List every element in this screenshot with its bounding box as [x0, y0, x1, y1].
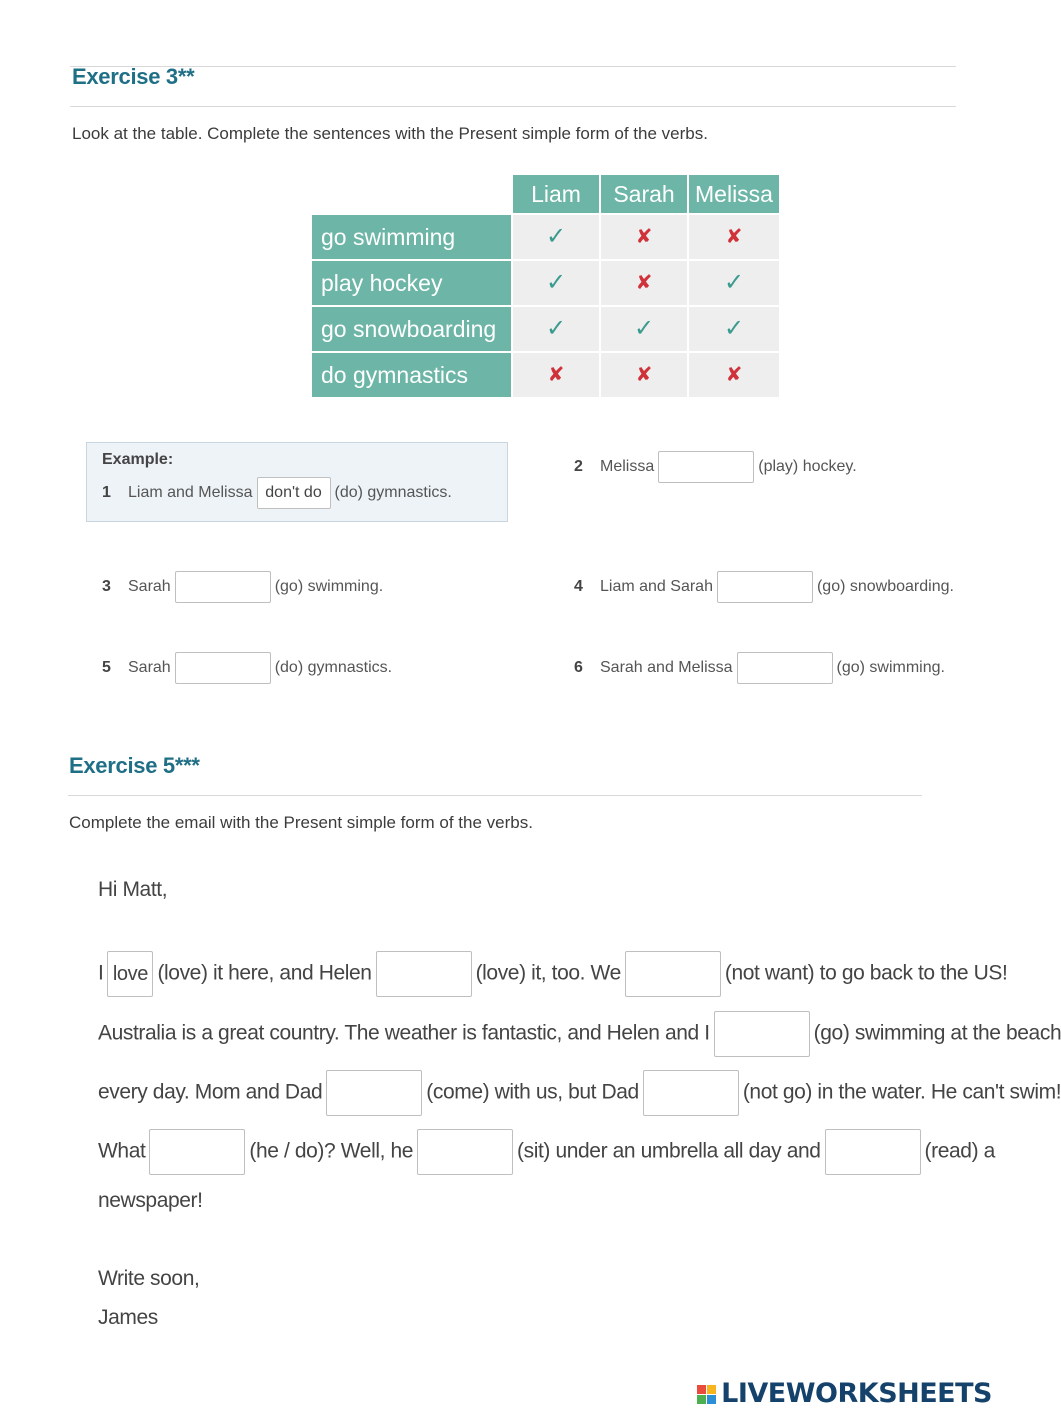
question-text: Liam and Sarah	[600, 578, 713, 596]
question-verb: (do) gymnastics.	[334, 484, 452, 502]
logo-icon	[697, 1385, 719, 1405]
email-text: (read) a	[924, 1139, 995, 1163]
question-text: Liam and Melissa	[128, 484, 253, 502]
exercise5-instruction: Complete the email with the Present simple form of the verbs.	[69, 813, 533, 832]
question-text: Sarah	[128, 578, 171, 596]
row-label: go swimming	[312, 213, 511, 259]
email-answer-box[interactable]	[825, 1129, 921, 1175]
email-text: (come) with us, but Dad	[426, 1080, 639, 1104]
header-sarah: Sarah	[599, 175, 687, 213]
email-text: (love) it, too. We	[475, 961, 621, 985]
top-divider	[70, 66, 956, 67]
row-label: go snowboarding	[312, 305, 511, 351]
email-answer-box[interactable]	[625, 951, 721, 997]
email-line	[98, 1070, 1061, 1116]
question-5	[102, 652, 392, 684]
example-label: Example:	[102, 451, 174, 468]
liveworksheets-logo	[697, 1378, 992, 1409]
question-2	[574, 451, 857, 483]
question-verb: (play) hockey.	[758, 458, 857, 476]
question-number: 2	[574, 458, 583, 476]
row-label: play hockey	[312, 259, 511, 305]
exercise5-title: Exercise 5***	[69, 753, 200, 778]
tick-icon: ✓	[511, 213, 599, 259]
email-line: newspaper!	[98, 1189, 203, 1212]
email-answer-box[interactable]: love	[107, 951, 153, 997]
email-text: (not want) to go back to the US!	[724, 961, 1008, 985]
email-answer-box[interactable]	[714, 1011, 810, 1057]
question-number: 1	[102, 484, 111, 502]
cross-icon: ✘	[599, 259, 687, 305]
header-liam: Liam	[511, 175, 599, 213]
email-line	[98, 951, 1007, 997]
question-number: 4	[574, 578, 583, 596]
email-answer-box[interactable]	[326, 1070, 422, 1116]
exercise5-divider	[68, 795, 922, 796]
email-text: I	[98, 961, 104, 985]
question-number: 6	[574, 659, 583, 677]
cross-icon: ✘	[599, 351, 687, 397]
tick-icon: ✓	[511, 259, 599, 305]
question-verb: (go) swimming.	[274, 578, 384, 596]
question-number: 3	[102, 578, 111, 596]
answer-box[interactable]	[175, 571, 271, 603]
email-text: Australia is a great country. The weather is fantastic, and Helen and I	[98, 1021, 710, 1045]
question-text: Sarah and Melissa	[600, 659, 733, 677]
question-text: Melissa	[600, 458, 655, 476]
question-3	[102, 571, 383, 603]
tick-icon: ✓	[687, 305, 779, 351]
answer-box[interactable]	[658, 451, 754, 483]
question-verb: (go) swimming.	[836, 659, 945, 677]
logo-text: LIVEWORKSHEETS	[721, 1378, 992, 1409]
question-text: Sarah	[128, 659, 171, 677]
tick-icon: ✓	[599, 305, 687, 351]
question-1	[102, 477, 452, 509]
email-text: (sit) under an umbrella all day and	[517, 1139, 821, 1163]
email-signoff: Write soon,	[98, 1267, 200, 1290]
cross-icon: ✘	[687, 213, 779, 259]
tick-icon: ✓	[511, 305, 599, 351]
question-verb: (do) gymnastics.	[274, 659, 393, 677]
email-text: (not go) in the water. He can't swim!	[742, 1080, 1061, 1104]
email-greeting: Hi Matt,	[98, 878, 168, 901]
email-text: (love) it here, and Helen	[157, 961, 372, 985]
email-text: every day. Mom and Dad	[98, 1080, 323, 1104]
title-divider	[70, 106, 956, 107]
email-text: (he / do)? Well, he	[249, 1139, 414, 1163]
tick-icon: ✓	[687, 259, 779, 305]
answer-box[interactable]: don't do	[257, 477, 331, 509]
email-line	[98, 1011, 1061, 1057]
email-text: What	[98, 1139, 146, 1163]
answer-box[interactable]	[175, 652, 271, 684]
answer-box[interactable]	[717, 571, 813, 603]
question-6	[574, 652, 945, 684]
cross-icon: ✘	[599, 213, 687, 259]
row-label: do gymnastics	[312, 351, 511, 397]
email-text: (go) swimming at the beach	[813, 1021, 1061, 1045]
question-4	[574, 571, 954, 603]
question-verb: (go) snowboarding.	[816, 578, 954, 596]
email-line	[98, 1129, 995, 1175]
exercise3-instruction: Look at the table. Complete the sentences with the Present simple form of the verbs.	[72, 124, 708, 143]
email-answer-box[interactable]	[376, 951, 472, 997]
question-number: 5	[102, 659, 111, 677]
email-answer-box[interactable]	[643, 1070, 739, 1116]
cross-icon: ✘	[687, 351, 779, 397]
answer-box[interactable]	[737, 652, 833, 684]
header-melissa: Melissa	[687, 175, 779, 213]
exercise3-title: Exercise 3**	[72, 64, 195, 89]
email-signature: James	[98, 1306, 158, 1329]
cross-icon: ✘	[511, 351, 599, 397]
email-answer-box[interactable]	[149, 1129, 245, 1175]
email-answer-box[interactable]	[417, 1129, 513, 1175]
